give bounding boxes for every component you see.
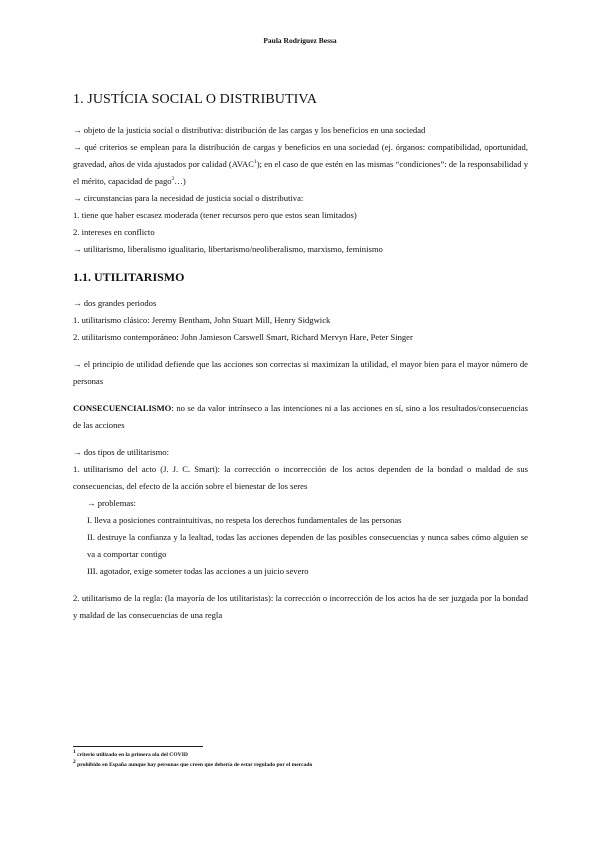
document-body (73, 92, 528, 624)
footnote-separator (73, 746, 203, 747)
section-title-utilitarismo: 1.1. UTILITARISMO (73, 270, 185, 284)
line-problema-3: III. agotador, exige someter todas las acciones a un juicio severo (87, 566, 309, 576)
line-periodos: → dos grandes periodos (73, 298, 157, 308)
line-problema-1: I. lleva a posiciones contraintuitivas, no respeta los derechos fundamentales de las personas (87, 515, 402, 525)
line-contemporaneo: 2. utilitarismo contemporáneo: John Jamieson Carswell Smart, Richard Mervyn Hare, Peter Singer (73, 332, 413, 342)
line-problemas: → problemas: (87, 498, 136, 508)
footnote-1-number: 1 (73, 749, 76, 756)
line-criterios-text-b: ); en el caso de que estén en las mismas “condiciones”: de la responsabilidad y el mérito, capacidad de pago (73, 159, 528, 186)
line-dos-tipos: → dos tipos de utilitarismo: (73, 447, 169, 457)
line-objeto: → objeto de la justicia social o distributiva: distribución de las cargas y los beneficios en una sociedad (73, 125, 426, 135)
line-intereses: 2. intereses en conflicto (73, 227, 155, 237)
line-problema-2: II. destruye la confianza y la lealtad, todas las acciones dependen de las posibles consecuencias y nunca sabes cómo alguien se va a comportar contigo (87, 532, 528, 559)
footnotes (73, 746, 528, 770)
line-utilitarismo-acto: 1. utilitarismo del acto (J. J. C. Smart): la corrección o incorrección de los actos dependen de la bondad o maldad de sus consecuencias, del efecto de la acción sobre el bienestar de los seres (73, 464, 528, 491)
line-criterios (73, 139, 528, 190)
footnote-1-text: criterio utilizado en la primera ola del COVID (77, 752, 188, 758)
line-principio-utilidad: → el principio de utilidad defiende que las acciones son correctas si maximizan la utilidad, el mayor bien para el mayor número de personas (73, 359, 528, 386)
footnote-2 (73, 760, 528, 770)
section-title-justicia: 1. JUSTÍCIA SOCIAL O DISTRIBUTIVA (73, 92, 318, 107)
footnote-ref-1[interactable]: 1 (253, 159, 257, 166)
line-clasico: 1. utilitarismo clásico: Jeremy Bentham, John Stuart Mill, Henry Sidgwick (73, 315, 331, 325)
term-consecuencialismo: CONSECUENCIALISMO (73, 403, 172, 413)
line-utilitarismo-regla: 2. utilitarismo de la regla: (la mayoría de los utilitaristas): la corrección o incorrección de los actos ha de ser juzgada por la bondad y maldad de las consecuencias de una regla (73, 593, 528, 620)
footnote-2-number: 2 (73, 759, 76, 766)
line-consecuencialismo (73, 400, 528, 434)
spacer (73, 346, 528, 356)
line-escasez: 1. tiene que haber escasez moderada (tener recursos pero que estos sean limitados) (73, 210, 357, 220)
line-criterios-text-a: → qué criterios se emplean para la distribución de cargas y beneficios en una sociedad (ej. órganos: compatibilidad, oportunidad, gravedad, años de vida ajustados por calidad (AVAC (73, 142, 528, 169)
spacer (73, 434, 528, 444)
page-header-author: Paula Rodríguez Bessa (263, 36, 337, 45)
spacer (73, 390, 528, 400)
footnote-ref-2[interactable]: 2 (171, 176, 175, 183)
footnote-2-text: prohibido en España aunque hay personas que creen que debería de estar regulado por el mercado (77, 762, 313, 768)
footnote-1 (73, 750, 528, 760)
line-teorias: → utilitarismo, liberalismo igualitario, libertarismo/neoliberalismo, marxismo, feminismo (73, 244, 383, 254)
line-circunstancias: → circunstancias para la necesidad de justicia social o distributiva: (73, 193, 304, 203)
line-criterios-text-c: …) (174, 176, 186, 186)
spacer (73, 580, 528, 590)
consecuencialismo-definition: : no se da valor intrínseco a las intenciones ni a las acciones en sí, sino a los resultados/consecuencias de las acciones (73, 403, 528, 430)
